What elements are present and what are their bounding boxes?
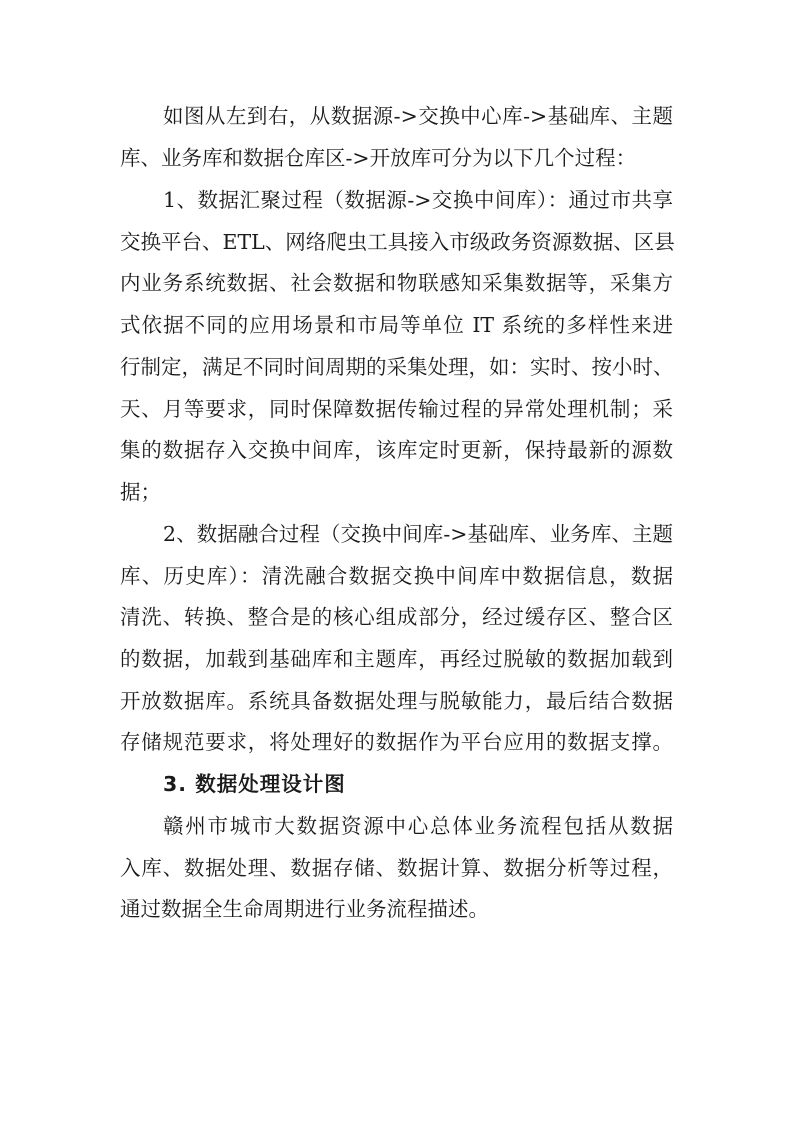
section-heading: 3. 数据处理设计图 (163, 772, 346, 796)
step1-line-4: 式依据不同的应用场景和市局等单位 IT 系统的多样性来进 (120, 313, 673, 337)
closing-line-3: 通过数据全生命周期进行业务流程描述。 (120, 897, 489, 921)
step1-line-5: 行制定，满足不同时间周期的采集处理，如：实时、按小时、 (120, 355, 674, 379)
step2-line-6: 存储规范要求，将处理好的数据作为平台应用的数据支撑。 (120, 730, 673, 754)
step1-line-1: 1、数据汇聚过程（数据源->交换中间库）：通过市共享 (163, 188, 673, 212)
step2-line-2: 库、历史库）：清洗融合数据交换中间库中数据信息，数据 (120, 564, 673, 588)
step1-line-6: 天、月等要求，同时保障数据传输过程的异常处理机制；采 (120, 397, 673, 421)
step2-line-1: 2、数据融合过程（交换中间库->基础库、业务库、主题 (163, 522, 673, 546)
step2-line-5: 开放数据库。系统具备数据处理与脱敏能力，最后结合数据 (120, 689, 673, 713)
step1-line-7: 集的数据存入交换中间库，该库定时更新，保持最新的源数 (120, 438, 673, 462)
intro-line-1: 如图从左到右，从数据源->交换中心库->基础库、主题 (163, 104, 673, 128)
step1-line-8: 据； (120, 480, 161, 504)
step1-line-2: 交换平台、ETL、网络爬虫工具接入市级政务资源数据、区县 (120, 230, 675, 254)
step2-line-4: 的数据，加载到基础库和主题库，再经过脱敏的数据加载到 (120, 647, 673, 671)
intro-line-2: 库、业务库和数据仓库区->开放库可分为以下几个过程： (120, 146, 637, 170)
step1-line-3: 内业务系统数据、社会数据和物联感知采集数据等，采集方 (120, 271, 673, 295)
closing-line-2: 入库、数据处理、数据存储、数据计算、数据分析等过程， (120, 856, 673, 880)
step2-line-3: 清洗、转换、整合是的核心组成部分，经过缓存区、整合区 (120, 605, 673, 629)
closing-line-1: 赣州市城市大数据资源中心总体业务流程包括从数据 (163, 814, 673, 838)
